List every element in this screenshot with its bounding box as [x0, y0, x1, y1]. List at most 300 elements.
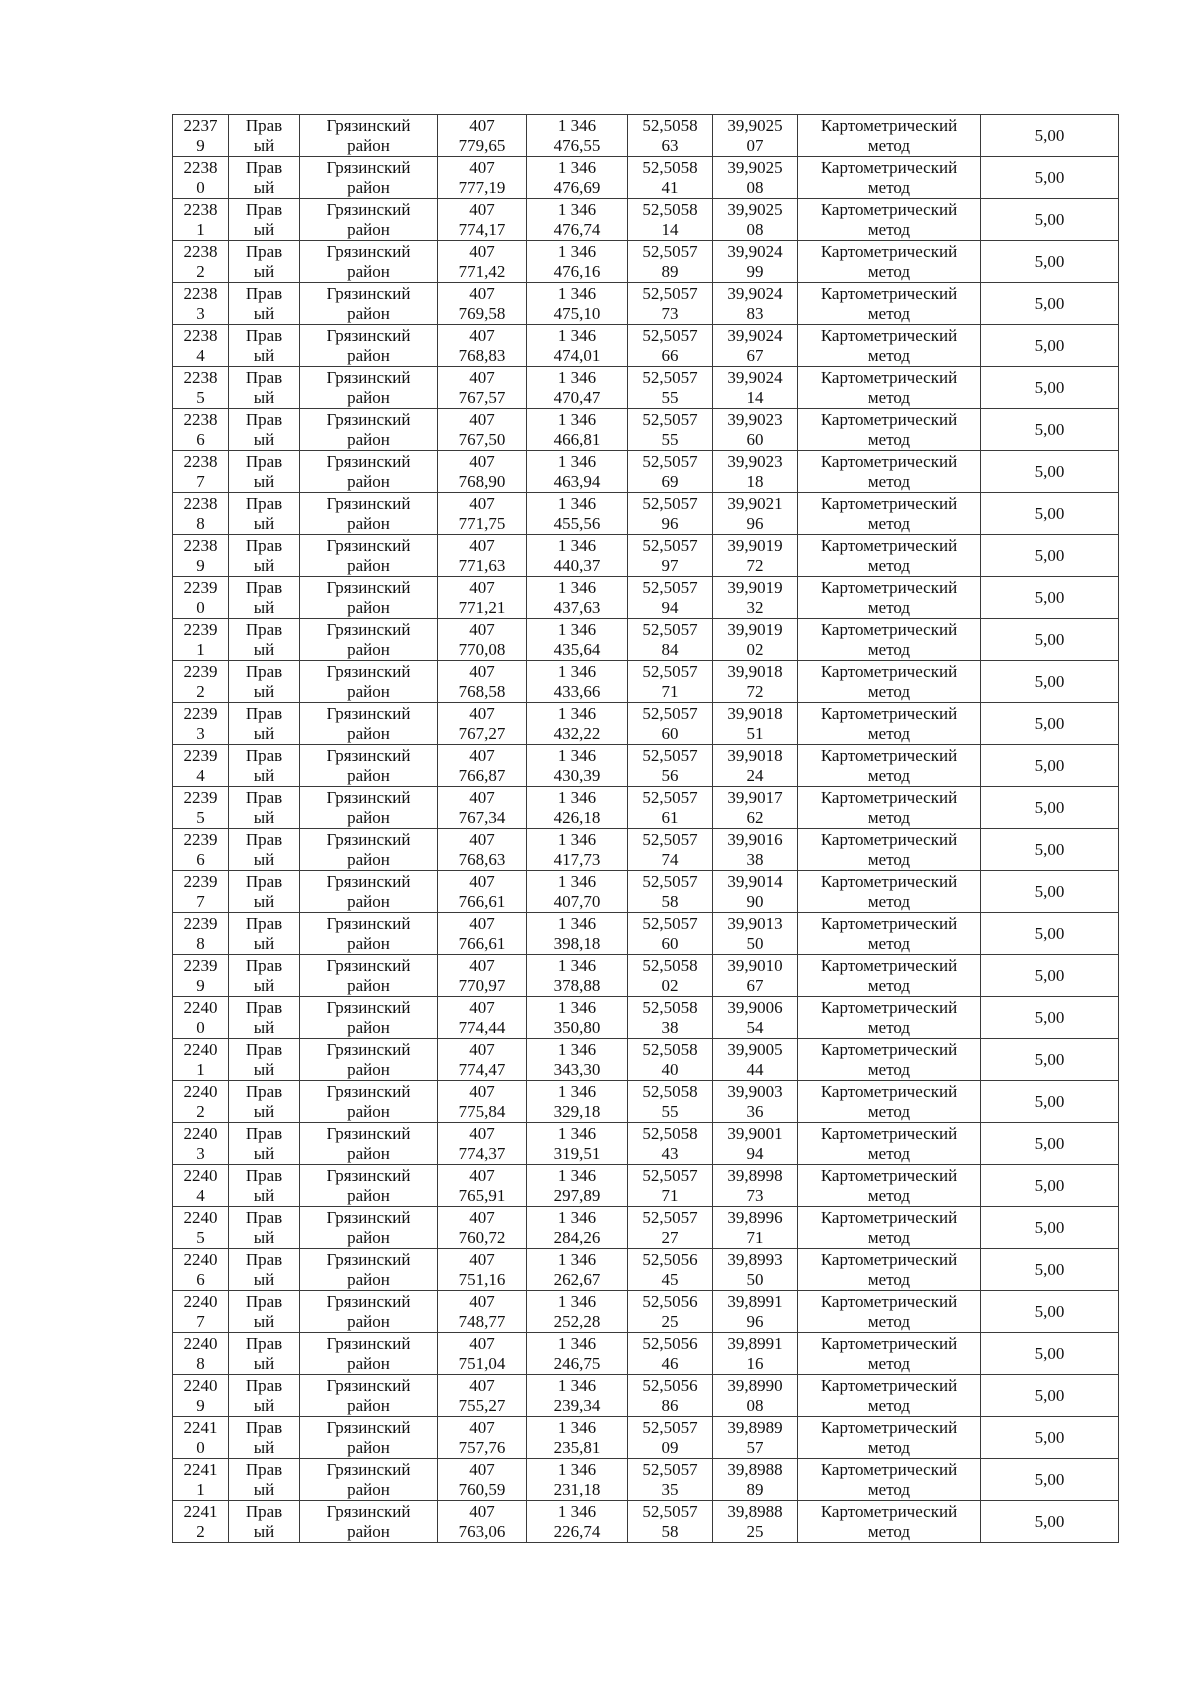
method-cell: Картометрический метод: [798, 1459, 981, 1501]
y-coordinate-cell: 1 346 252,28: [527, 1291, 628, 1333]
method-cell: Картометрический метод: [798, 325, 981, 367]
method-cell: Картометрический метод: [798, 619, 981, 661]
longitude-cell: 39,8990 08: [713, 1375, 798, 1417]
y-coordinate-cell: 1 346 432,22: [527, 703, 628, 745]
bank-side-cell: Прав ый: [229, 493, 300, 535]
point-number-cell: 2238 3: [173, 283, 229, 325]
bank-side-cell: Прав ый: [229, 913, 300, 955]
accuracy-cell: 5,00: [981, 1501, 1119, 1543]
accuracy-cell: 5,00: [981, 493, 1119, 535]
longitude-cell: 39,9019 72: [713, 535, 798, 577]
method-cell: Картометрический метод: [798, 1081, 981, 1123]
table-row: [173, 1249, 1119, 1291]
district-cell: Грязинский район: [300, 703, 438, 745]
method-cell: Картометрический метод: [798, 493, 981, 535]
method-cell: Картометрический метод: [798, 1417, 981, 1459]
longitude-cell: 39,9019 02: [713, 619, 798, 661]
point-number-cell: 2239 0: [173, 577, 229, 619]
district-cell: Грязинский район: [300, 283, 438, 325]
x-coordinate-cell: 407 770,08: [438, 619, 527, 661]
point-number-cell: 2238 2: [173, 241, 229, 283]
y-coordinate-cell: 1 346 246,75: [527, 1333, 628, 1375]
longitude-cell: 39,8996 71: [713, 1207, 798, 1249]
accuracy-cell: 5,00: [981, 199, 1119, 241]
point-number-cell: 2240 5: [173, 1207, 229, 1249]
point-number-cell: 2239 3: [173, 703, 229, 745]
x-coordinate-cell: 407 766,61: [438, 913, 527, 955]
y-coordinate-cell: 1 346 435,64: [527, 619, 628, 661]
longitude-cell: 39,9024 99: [713, 241, 798, 283]
district-cell: Грязинский район: [300, 451, 438, 493]
point-number-cell: 2241 1: [173, 1459, 229, 1501]
bank-side-cell: Прав ый: [229, 367, 300, 409]
x-coordinate-cell: 407 767,50: [438, 409, 527, 451]
x-coordinate-cell: 407 768,90: [438, 451, 527, 493]
bank-side-cell: Прав ый: [229, 1291, 300, 1333]
longitude-cell: 39,9018 72: [713, 661, 798, 703]
district-cell: Грязинский район: [300, 1207, 438, 1249]
longitude-cell: 39,9016 38: [713, 829, 798, 871]
point-number-cell: 2240 1: [173, 1039, 229, 1081]
bank-side-cell: Прав ый: [229, 955, 300, 997]
method-cell: Картометрический метод: [798, 409, 981, 451]
y-coordinate-cell: 1 346 437,63: [527, 577, 628, 619]
longitude-cell: 39,8991 16: [713, 1333, 798, 1375]
accuracy-cell: 5,00: [981, 703, 1119, 745]
method-cell: Картометрический метод: [798, 661, 981, 703]
district-cell: Грязинский район: [300, 913, 438, 955]
bank-side-cell: Прав ый: [229, 241, 300, 283]
latitude-cell: 52,5057 69: [628, 451, 713, 493]
accuracy-cell: 5,00: [981, 1249, 1119, 1291]
district-cell: Грязинский район: [300, 661, 438, 703]
bank-side-cell: Прав ый: [229, 1417, 300, 1459]
district-cell: Грязинский район: [300, 1375, 438, 1417]
accuracy-cell: 5,00: [981, 325, 1119, 367]
longitude-cell: 39,9018 51: [713, 703, 798, 745]
point-number-cell: 2241 2: [173, 1501, 229, 1543]
accuracy-cell: 5,00: [981, 115, 1119, 157]
point-number-cell: 2238 7: [173, 451, 229, 493]
accuracy-cell: 5,00: [981, 913, 1119, 955]
y-coordinate-cell: 1 346 226,74: [527, 1501, 628, 1543]
district-cell: Грязинский район: [300, 955, 438, 997]
district-cell: Грязинский район: [300, 1039, 438, 1081]
bank-side-cell: Прав ый: [229, 619, 300, 661]
y-coordinate-cell: 1 346 470,47: [527, 367, 628, 409]
latitude-cell: 52,5056 45: [628, 1249, 713, 1291]
x-coordinate-cell: 407 765,91: [438, 1165, 527, 1207]
point-number-cell: 2240 0: [173, 997, 229, 1039]
point-number-cell: 2239 1: [173, 619, 229, 661]
method-cell: Картометрический метод: [798, 871, 981, 913]
bank-side-cell: Прав ый: [229, 829, 300, 871]
x-coordinate-cell: 407 768,58: [438, 661, 527, 703]
district-cell: Грязинский район: [300, 1417, 438, 1459]
district-cell: Грязинский район: [300, 997, 438, 1039]
latitude-cell: 52,5057 71: [628, 661, 713, 703]
accuracy-cell: 5,00: [981, 1459, 1119, 1501]
y-coordinate-cell: 1 346 476,55: [527, 115, 628, 157]
point-number-cell: 2238 4: [173, 325, 229, 367]
table-row: [173, 955, 1119, 997]
method-cell: Картометрический метод: [798, 157, 981, 199]
table-row: [173, 1333, 1119, 1375]
accuracy-cell: 5,00: [981, 787, 1119, 829]
x-coordinate-cell: 407 774,44: [438, 997, 527, 1039]
table-row: [173, 451, 1119, 493]
bank-side-cell: Прав ый: [229, 199, 300, 241]
x-coordinate-cell: 407 774,47: [438, 1039, 527, 1081]
table-row: [173, 745, 1119, 787]
bank-side-cell: Прав ый: [229, 661, 300, 703]
district-cell: Грязинский район: [300, 1249, 438, 1291]
x-coordinate-cell: 407 779,65: [438, 115, 527, 157]
accuracy-cell: 5,00: [981, 1291, 1119, 1333]
table-row: [173, 871, 1119, 913]
method-cell: Картометрический метод: [798, 703, 981, 745]
accuracy-cell: 5,00: [981, 1123, 1119, 1165]
x-coordinate-cell: 407 768,83: [438, 325, 527, 367]
table-row: [173, 913, 1119, 955]
y-coordinate-cell: 1 346 417,73: [527, 829, 628, 871]
district-cell: Грязинский район: [300, 115, 438, 157]
longitude-cell: 39,8993 50: [713, 1249, 798, 1291]
table-row: [173, 325, 1119, 367]
y-coordinate-cell: 1 346 463,94: [527, 451, 628, 493]
bank-side-cell: Прав ый: [229, 157, 300, 199]
accuracy-cell: 5,00: [981, 577, 1119, 619]
y-coordinate-cell: 1 346 433,66: [527, 661, 628, 703]
bank-side-cell: Прав ый: [229, 577, 300, 619]
latitude-cell: 52,5058 14: [628, 199, 713, 241]
table-row: [173, 1417, 1119, 1459]
x-coordinate-cell: 407 767,34: [438, 787, 527, 829]
method-cell: Картометрический метод: [798, 1249, 981, 1291]
bank-side-cell: Прав ый: [229, 871, 300, 913]
point-number-cell: 2239 8: [173, 913, 229, 955]
y-coordinate-cell: 1 346 426,18: [527, 787, 628, 829]
accuracy-cell: 5,00: [981, 409, 1119, 451]
bank-side-cell: Прав ый: [229, 115, 300, 157]
point-number-cell: 2239 4: [173, 745, 229, 787]
x-coordinate-cell: 407 771,75: [438, 493, 527, 535]
y-coordinate-cell: 1 346 297,89: [527, 1165, 628, 1207]
latitude-cell: 52,5057 61: [628, 787, 713, 829]
longitude-cell: 39,9025 08: [713, 199, 798, 241]
longitude-cell: 39,9023 18: [713, 451, 798, 493]
district-cell: Грязинский район: [300, 325, 438, 367]
table-row: [173, 199, 1119, 241]
district-cell: Грязинский район: [300, 577, 438, 619]
latitude-cell: 52,5056 25: [628, 1291, 713, 1333]
point-number-cell: 2238 9: [173, 535, 229, 577]
table-row: [173, 577, 1119, 619]
district-cell: Грязинский район: [300, 409, 438, 451]
accuracy-cell: 5,00: [981, 283, 1119, 325]
district-cell: Грязинский район: [300, 199, 438, 241]
bank-side-cell: Прав ый: [229, 1165, 300, 1207]
longitude-cell: 39,9025 07: [713, 115, 798, 157]
latitude-cell: 52,5057 73: [628, 283, 713, 325]
latitude-cell: 52,5057 97: [628, 535, 713, 577]
longitude-cell: 39,9024 67: [713, 325, 798, 367]
district-cell: Грязинский район: [300, 1333, 438, 1375]
latitude-cell: 52,5057 58: [628, 1501, 713, 1543]
y-coordinate-cell: 1 346 398,18: [527, 913, 628, 955]
method-cell: Картометрический метод: [798, 1501, 981, 1543]
x-coordinate-cell: 407 771,21: [438, 577, 527, 619]
latitude-cell: 52,5057 60: [628, 703, 713, 745]
table-row: [173, 1165, 1119, 1207]
x-coordinate-cell: 407 760,72: [438, 1207, 527, 1249]
y-coordinate-cell: 1 346 440,37: [527, 535, 628, 577]
table-row: [173, 493, 1119, 535]
accuracy-cell: 5,00: [981, 1039, 1119, 1081]
method-cell: Картометрический метод: [798, 1123, 981, 1165]
method-cell: Картометрический метод: [798, 997, 981, 1039]
bank-side-cell: Прав ый: [229, 1249, 300, 1291]
method-cell: Картометрический метод: [798, 1207, 981, 1249]
district-cell: Грязинский район: [300, 745, 438, 787]
x-coordinate-cell: 407 767,27: [438, 703, 527, 745]
x-coordinate-cell: 407 751,16: [438, 1249, 527, 1291]
longitude-cell: 39,8988 25: [713, 1501, 798, 1543]
x-coordinate-cell: 407 774,17: [438, 199, 527, 241]
method-cell: Картометрический метод: [798, 241, 981, 283]
accuracy-cell: 5,00: [981, 1333, 1119, 1375]
district-cell: Грязинский район: [300, 535, 438, 577]
bank-side-cell: Прав ый: [229, 1375, 300, 1417]
latitude-cell: 52,5057 89: [628, 241, 713, 283]
y-coordinate-cell: 1 346 475,10: [527, 283, 628, 325]
table-row: [173, 661, 1119, 703]
latitude-cell: 52,5057 56: [628, 745, 713, 787]
x-coordinate-cell: 407 771,42: [438, 241, 527, 283]
longitude-cell: 39,9001 94: [713, 1123, 798, 1165]
method-cell: Картометрический метод: [798, 1291, 981, 1333]
point-number-cell: 2239 2: [173, 661, 229, 703]
latitude-cell: 52,5058 55: [628, 1081, 713, 1123]
x-coordinate-cell: 407 766,87: [438, 745, 527, 787]
point-number-cell: 2238 1: [173, 199, 229, 241]
accuracy-cell: 5,00: [981, 1081, 1119, 1123]
latitude-cell: 52,5058 41: [628, 157, 713, 199]
point-number-cell: 2237 9: [173, 115, 229, 157]
y-coordinate-cell: 1 346 430,39: [527, 745, 628, 787]
longitude-cell: 39,8998 73: [713, 1165, 798, 1207]
latitude-cell: 52,5057 60: [628, 913, 713, 955]
latitude-cell: 52,5057 84: [628, 619, 713, 661]
method-cell: Картометрический метод: [798, 1375, 981, 1417]
y-coordinate-cell: 1 346 476,74: [527, 199, 628, 241]
method-cell: Картометрический метод: [798, 955, 981, 997]
accuracy-cell: 5,00: [981, 451, 1119, 493]
latitude-cell: 52,5058 43: [628, 1123, 713, 1165]
table-row: [173, 997, 1119, 1039]
y-coordinate-cell: 1 346 319,51: [527, 1123, 628, 1165]
method-cell: Картометрический метод: [798, 367, 981, 409]
point-number-cell: 2241 0: [173, 1417, 229, 1459]
point-number-cell: 2238 0: [173, 157, 229, 199]
district-cell: Грязинский район: [300, 1123, 438, 1165]
table-row: [173, 241, 1119, 283]
accuracy-cell: 5,00: [981, 157, 1119, 199]
bank-side-cell: Прав ый: [229, 1501, 300, 1543]
longitude-cell: 39,9018 24: [713, 745, 798, 787]
accuracy-cell: 5,00: [981, 661, 1119, 703]
x-coordinate-cell: 407 775,84: [438, 1081, 527, 1123]
x-coordinate-cell: 407 769,58: [438, 283, 527, 325]
longitude-cell: 39,9006 54: [713, 997, 798, 1039]
bank-side-cell: Прав ый: [229, 325, 300, 367]
latitude-cell: 52,5056 86: [628, 1375, 713, 1417]
district-cell: Грязинский район: [300, 157, 438, 199]
latitude-cell: 52,5057 94: [628, 577, 713, 619]
method-cell: Картометрический метод: [798, 535, 981, 577]
table-row: [173, 157, 1119, 199]
bank-side-cell: Прав ый: [229, 703, 300, 745]
method-cell: Картометрический метод: [798, 745, 981, 787]
bank-side-cell: Прав ый: [229, 787, 300, 829]
x-coordinate-cell: 407 751,04: [438, 1333, 527, 1375]
x-coordinate-cell: 407 757,76: [438, 1417, 527, 1459]
latitude-cell: 52,5057 55: [628, 409, 713, 451]
x-coordinate-cell: 407 767,57: [438, 367, 527, 409]
point-number-cell: 2240 3: [173, 1123, 229, 1165]
table-row: [173, 1081, 1119, 1123]
longitude-cell: 39,9019 32: [713, 577, 798, 619]
point-number-cell: 2239 7: [173, 871, 229, 913]
point-number-cell: 2239 9: [173, 955, 229, 997]
bank-side-cell: Прав ый: [229, 997, 300, 1039]
latitude-cell: 52,5057 74: [628, 829, 713, 871]
longitude-cell: 39,9017 62: [713, 787, 798, 829]
bank-side-cell: Прав ый: [229, 1333, 300, 1375]
longitude-cell: 39,9014 90: [713, 871, 798, 913]
accuracy-cell: 5,00: [981, 367, 1119, 409]
district-cell: Грязинский район: [300, 787, 438, 829]
accuracy-cell: 5,00: [981, 829, 1119, 871]
table-row: [173, 829, 1119, 871]
latitude-cell: 52,5056 46: [628, 1333, 713, 1375]
y-coordinate-cell: 1 346 466,81: [527, 409, 628, 451]
longitude-cell: 39,9003 36: [713, 1081, 798, 1123]
y-coordinate-cell: 1 346 474,01: [527, 325, 628, 367]
accuracy-cell: 5,00: [981, 1207, 1119, 1249]
accuracy-cell: 5,00: [981, 1165, 1119, 1207]
y-coordinate-cell: 1 346 455,56: [527, 493, 628, 535]
x-coordinate-cell: 407 777,19: [438, 157, 527, 199]
y-coordinate-cell: 1 346 284,26: [527, 1207, 628, 1249]
y-coordinate-cell: 1 346 231,18: [527, 1459, 628, 1501]
longitude-cell: 39,9010 67: [713, 955, 798, 997]
x-coordinate-cell: 407 766,61: [438, 871, 527, 913]
latitude-cell: 52,5058 63: [628, 115, 713, 157]
accuracy-cell: 5,00: [981, 955, 1119, 997]
x-coordinate-cell: 407 768,63: [438, 829, 527, 871]
table-row: [173, 283, 1119, 325]
y-coordinate-cell: 1 346 350,80: [527, 997, 628, 1039]
coordinates-table: [172, 114, 1119, 1543]
accuracy-cell: 5,00: [981, 871, 1119, 913]
accuracy-cell: 5,00: [981, 1417, 1119, 1459]
district-cell: Грязинский район: [300, 241, 438, 283]
y-coordinate-cell: 1 346 476,16: [527, 241, 628, 283]
point-number-cell: 2239 5: [173, 787, 229, 829]
x-coordinate-cell: 407 763,06: [438, 1501, 527, 1543]
x-coordinate-cell: 407 771,63: [438, 535, 527, 577]
accuracy-cell: 5,00: [981, 241, 1119, 283]
method-cell: Картометрический метод: [798, 787, 981, 829]
district-cell: Грязинский район: [300, 1081, 438, 1123]
longitude-cell: 39,8991 96: [713, 1291, 798, 1333]
table-row: [173, 1501, 1119, 1543]
longitude-cell: 39,9013 50: [713, 913, 798, 955]
district-cell: Грязинский район: [300, 493, 438, 535]
y-coordinate-cell: 1 346 407,70: [527, 871, 628, 913]
accuracy-cell: 5,00: [981, 619, 1119, 661]
accuracy-cell: 5,00: [981, 535, 1119, 577]
longitude-cell: 39,9024 83: [713, 283, 798, 325]
method-cell: Картометрический метод: [798, 913, 981, 955]
district-cell: Грязинский район: [300, 1165, 438, 1207]
table-row: [173, 1123, 1119, 1165]
point-number-cell: 2238 6: [173, 409, 229, 451]
table-row: [173, 367, 1119, 409]
longitude-cell: 39,8989 57: [713, 1417, 798, 1459]
bank-side-cell: Прав ый: [229, 1459, 300, 1501]
table-row: [173, 1039, 1119, 1081]
method-cell: Картометрический метод: [798, 1333, 981, 1375]
district-cell: Грязинский район: [300, 619, 438, 661]
point-number-cell: 2240 6: [173, 1249, 229, 1291]
latitude-cell: 52,5058 40: [628, 1039, 713, 1081]
latitude-cell: 52,5058 38: [628, 997, 713, 1039]
x-coordinate-cell: 407 774,37: [438, 1123, 527, 1165]
longitude-cell: 39,9025 08: [713, 157, 798, 199]
y-coordinate-cell: 1 346 239,34: [527, 1375, 628, 1417]
bank-side-cell: Прав ый: [229, 1039, 300, 1081]
latitude-cell: 52,5057 55: [628, 367, 713, 409]
y-coordinate-cell: 1 346 378,88: [527, 955, 628, 997]
district-cell: Грязинский район: [300, 871, 438, 913]
y-coordinate-cell: 1 346 235,81: [527, 1417, 628, 1459]
bank-side-cell: Прав ый: [229, 451, 300, 493]
bank-side-cell: Прав ый: [229, 1123, 300, 1165]
table-row: [173, 1375, 1119, 1417]
bank-side-cell: Прав ый: [229, 745, 300, 787]
longitude-cell: 39,9021 96: [713, 493, 798, 535]
bank-side-cell: Прав ый: [229, 409, 300, 451]
latitude-cell: 52,5057 09: [628, 1417, 713, 1459]
longitude-cell: 39,9023 60: [713, 409, 798, 451]
bank-side-cell: Прав ый: [229, 1081, 300, 1123]
y-coordinate-cell: 1 346 476,69: [527, 157, 628, 199]
bank-side-cell: Прав ый: [229, 535, 300, 577]
method-cell: Картометрический метод: [798, 199, 981, 241]
method-cell: Картометрический метод: [798, 283, 981, 325]
x-coordinate-cell: 407 755,27: [438, 1375, 527, 1417]
bank-side-cell: Прав ый: [229, 283, 300, 325]
longitude-cell: 39,8988 89: [713, 1459, 798, 1501]
method-cell: Картометрический метод: [798, 577, 981, 619]
y-coordinate-cell: 1 346 329,18: [527, 1081, 628, 1123]
longitude-cell: 39,9024 14: [713, 367, 798, 409]
latitude-cell: 52,5057 58: [628, 871, 713, 913]
latitude-cell: 52,5057 27: [628, 1207, 713, 1249]
table-body: [173, 115, 1119, 1543]
